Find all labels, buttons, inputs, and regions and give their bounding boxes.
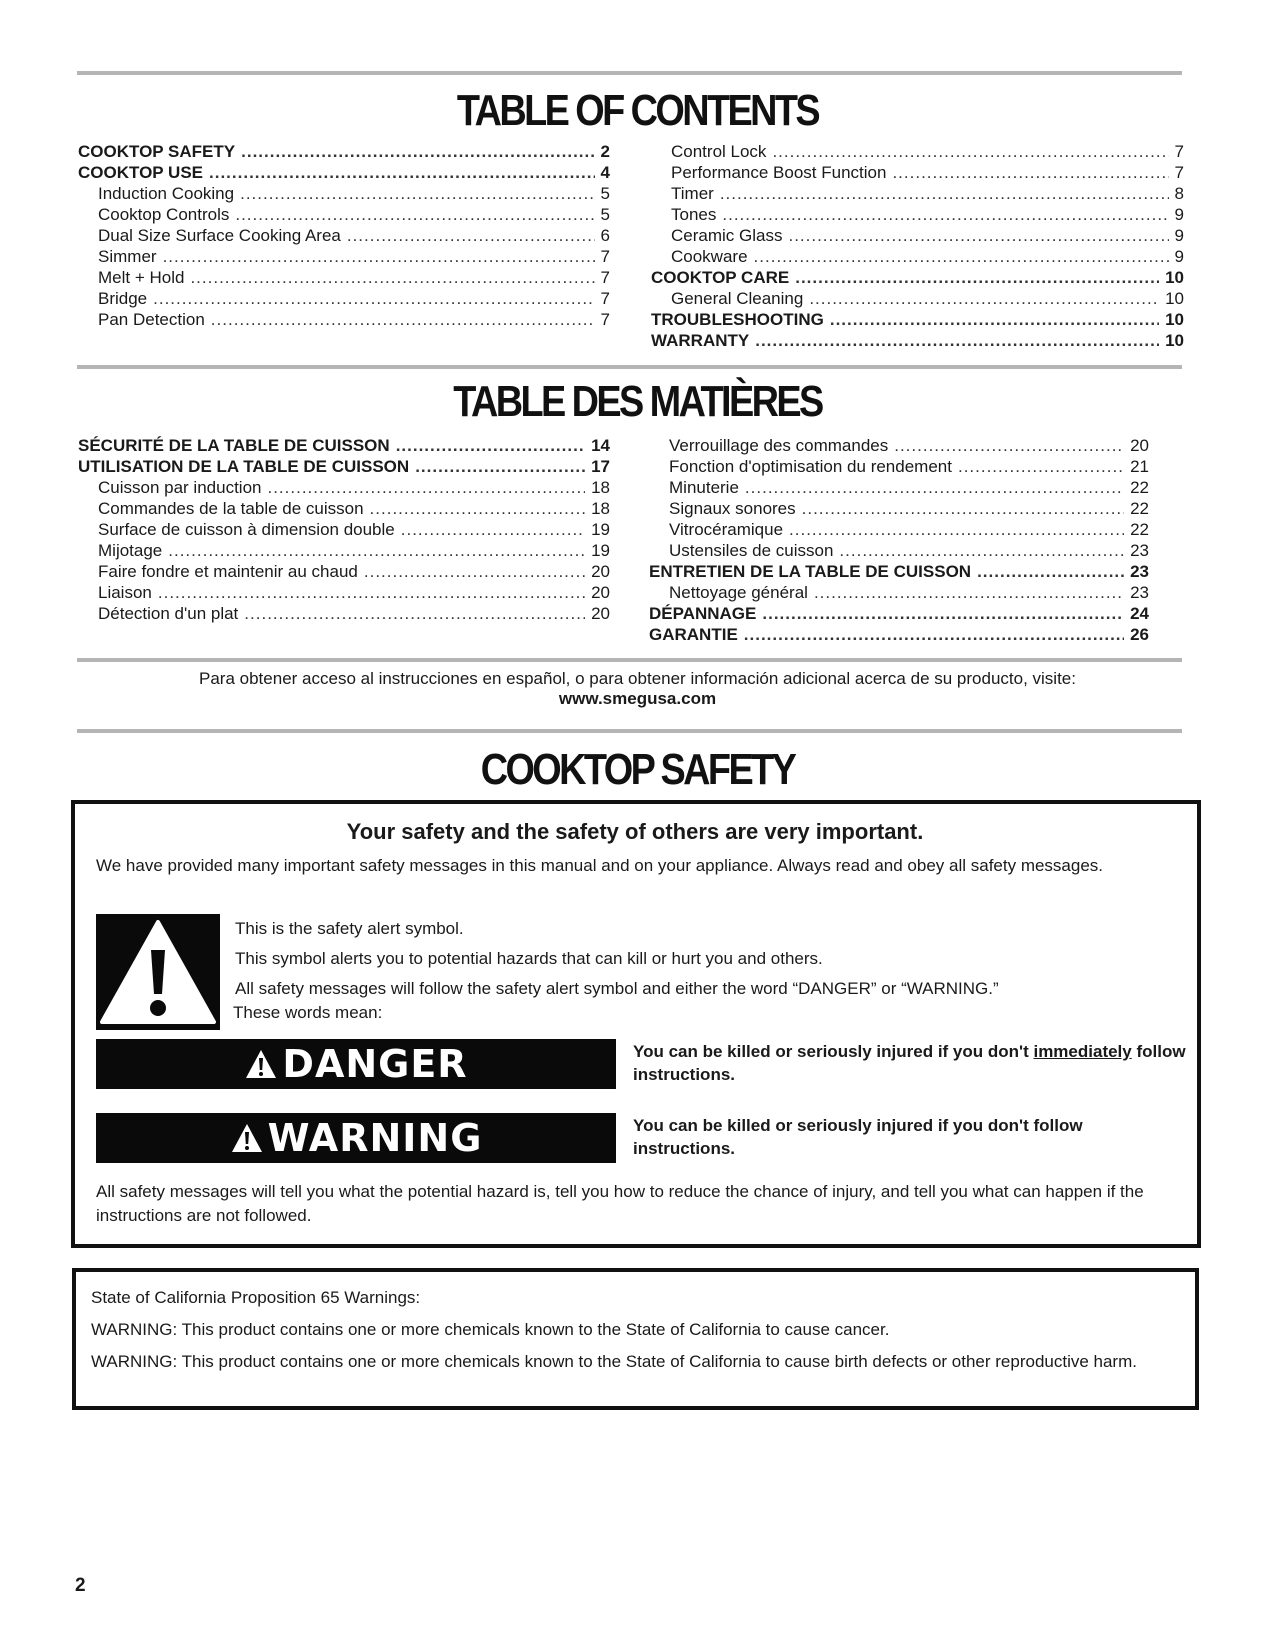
toc-entry-label: Surface de cuisson à dimension double bbox=[98, 520, 395, 539]
toc-entry-page: 8 bbox=[1174, 184, 1184, 203]
toc-entry[interactable] bbox=[78, 204, 610, 225]
warning-triangle-icon bbox=[230, 1122, 264, 1154]
toc-entry[interactable] bbox=[649, 624, 1149, 645]
prop65-warning-cancer: WARNING: This product contains one or more chemicals known to the State of California to cause cancer. bbox=[91, 1320, 890, 1339]
toc-entry-page: 9 bbox=[1174, 205, 1184, 224]
toc-leader-dots bbox=[244, 603, 585, 624]
toc-entry-page: 20 bbox=[591, 562, 610, 581]
warning-label: WARNING bbox=[267, 1116, 483, 1160]
warning-triangle-icon bbox=[244, 1048, 278, 1080]
toc-entry[interactable] bbox=[649, 435, 1149, 456]
toc-entry-label: Melt + Hold bbox=[98, 268, 185, 287]
toc-entry-page: 9 bbox=[1174, 247, 1184, 266]
toc-entry-label: Minuterie bbox=[669, 478, 739, 497]
toc-entry-label: Verrouillage des commandes bbox=[669, 436, 889, 455]
toc-entry-page: 22 bbox=[1130, 520, 1149, 539]
toc-entry[interactable] bbox=[78, 519, 610, 540]
toc-entry[interactable] bbox=[651, 225, 1184, 246]
toc-entry-page: 18 bbox=[591, 499, 610, 518]
toc-entry-page: 10 bbox=[1165, 331, 1184, 350]
toc-entry-label: COOKTOP USE bbox=[78, 163, 204, 182]
toc-entry-label: Performance Boost Function bbox=[671, 163, 887, 182]
toc-entry-label: UTILISATION DE LA TABLE DE CUISSON bbox=[78, 457, 410, 476]
prop65-warning-birth-defects: WARNING: This product contains one or more chemicals known to the State of California to cause birth defects or other reproductive harm. bbox=[91, 1352, 1137, 1371]
safety-title: COOKTOP SAFETY bbox=[480, 745, 795, 794]
toc-leader-dots bbox=[830, 309, 1159, 330]
toc-entry-page: 23 bbox=[1130, 541, 1149, 560]
toc-entry[interactable] bbox=[78, 309, 610, 330]
toc-entry[interactable] bbox=[78, 456, 610, 477]
toc-leader-dots bbox=[722, 204, 1168, 225]
toc-leader-dots bbox=[745, 477, 1124, 498]
toc-leader-dots bbox=[720, 183, 1169, 204]
toc-entry-page: 23 bbox=[1130, 583, 1149, 602]
toc-entry[interactable] bbox=[649, 456, 1149, 477]
toc-entry-page: 7 bbox=[1174, 163, 1184, 182]
toc-leader-dots bbox=[958, 456, 1124, 477]
toc-entry-page: 10 bbox=[1165, 268, 1184, 287]
toc-leader-dots bbox=[364, 561, 585, 582]
symbol-line-4: These words mean: bbox=[233, 1003, 383, 1022]
danger-text-post: follow instructions. bbox=[633, 1042, 1186, 1084]
toc-entry[interactable] bbox=[78, 561, 610, 582]
toc-entry-label: COOKTOP SAFETY bbox=[78, 142, 236, 161]
toc-leader-dots bbox=[795, 267, 1159, 288]
toc-leader-dots bbox=[892, 162, 1168, 183]
toc-leader-dots bbox=[809, 288, 1159, 309]
spanish-note-text: Para obtener acceso al instrucciones en español, o para obtener información adicional acerca de su producto, visite: bbox=[199, 669, 1076, 688]
toc-entry-label: Cookware bbox=[671, 247, 748, 266]
toc-leader-dots bbox=[153, 288, 594, 309]
toc-entry-page: 22 bbox=[1130, 478, 1149, 497]
toc-entry-label: SÉCURITÉ DE LA TABLE DE CUISSON bbox=[78, 436, 390, 455]
toc-entry[interactable] bbox=[651, 141, 1184, 162]
toc-entry[interactable] bbox=[649, 477, 1149, 498]
toc-entry-page: 7 bbox=[1174, 142, 1184, 161]
toc-entry[interactable] bbox=[651, 246, 1184, 267]
toc-leader-dots bbox=[163, 246, 595, 267]
toc-entry[interactable] bbox=[649, 603, 1149, 624]
safety-alert-symbol bbox=[96, 914, 220, 1030]
toc-leader-dots bbox=[754, 246, 1169, 267]
toc-entry-label: Faire fondre et maintenir au chaud bbox=[98, 562, 358, 581]
toc-entry[interactable] bbox=[78, 540, 610, 561]
toc-entry-label: ENTRETIEN DE LA TABLE DE CUISSON bbox=[649, 562, 972, 581]
divider bbox=[77, 658, 1182, 662]
toc-entry[interactable] bbox=[651, 330, 1184, 351]
warning-signal-word bbox=[96, 1113, 616, 1163]
toc-entry-label: Cuisson par induction bbox=[98, 478, 262, 497]
toc-leader-dots bbox=[415, 456, 585, 477]
toc-entry-label: Dual Size Surface Cooking Area bbox=[98, 226, 341, 245]
divider bbox=[77, 729, 1182, 733]
spanish-note bbox=[0, 669, 1275, 709]
toc-entry[interactable] bbox=[649, 561, 1149, 582]
toc-entry-page: 19 bbox=[591, 541, 610, 560]
toc-leader-dots bbox=[789, 519, 1124, 540]
toc-entry-page: 14 bbox=[591, 436, 610, 455]
toc-leader-dots bbox=[977, 561, 1124, 582]
toc-entry-page: 4 bbox=[600, 163, 610, 182]
toc-leader-dots bbox=[267, 477, 585, 498]
toc-entry-page: 23 bbox=[1130, 562, 1149, 581]
toc-entry[interactable] bbox=[78, 288, 610, 309]
symbol-line-1: This is the safety alert symbol. bbox=[235, 919, 464, 938]
toc-leader-dots bbox=[158, 582, 585, 603]
toc-entry-label: General Cleaning bbox=[671, 289, 804, 308]
toc-entry-page: 6 bbox=[600, 226, 610, 245]
toc-leader-dots bbox=[788, 225, 1168, 246]
toc-entry-page: 22 bbox=[1130, 499, 1149, 518]
toc-entry-label: TROUBLESHOOTING bbox=[651, 310, 824, 329]
toc-entry-label: Tones bbox=[671, 205, 717, 224]
symbol-line-2: This symbol alerts you to potential hazards that can kill or hurt you and others. bbox=[235, 949, 823, 968]
prop65-title: State of California Proposition 65 Warnings: bbox=[91, 1288, 421, 1307]
toc-entry-page: 20 bbox=[1130, 436, 1149, 455]
toc-leader-dots bbox=[235, 204, 594, 225]
toc-entry-page: 20 bbox=[591, 583, 610, 602]
toc-entry-page: 5 bbox=[600, 184, 610, 203]
page-number: 2 bbox=[75, 1575, 86, 1596]
divider bbox=[77, 365, 1182, 369]
danger-text-emphasis: immediately bbox=[1033, 1042, 1132, 1061]
toc-entry[interactable] bbox=[78, 141, 610, 162]
toc-entry[interactable] bbox=[78, 267, 610, 288]
toc-leader-dots bbox=[772, 141, 1168, 162]
danger-text-pre: You can be killed or seriously injured if you don't bbox=[633, 1042, 1034, 1061]
toc-right-column bbox=[651, 141, 1184, 351]
toc-leader-dots bbox=[168, 540, 585, 561]
toc-entry[interactable] bbox=[78, 246, 610, 267]
toc-entry-page: 17 bbox=[591, 457, 610, 476]
toc-entry[interactable] bbox=[651, 309, 1184, 330]
toc-entry-page: 7 bbox=[600, 247, 610, 266]
toc-entry[interactable] bbox=[651, 183, 1184, 204]
toc-entry-label: Control Lock bbox=[671, 142, 767, 161]
spanish-note-url[interactable]: www.smegusa.com bbox=[558, 689, 717, 708]
toc-leader-dots bbox=[744, 624, 1124, 645]
toc-leader-dots bbox=[814, 582, 1124, 603]
toc-entry-label: Fonction d'optimisation du rendement bbox=[669, 457, 952, 476]
toc-leader-dots bbox=[209, 162, 595, 183]
toc-entry-page: 5 bbox=[600, 205, 610, 224]
toc-leader-dots bbox=[802, 498, 1124, 519]
toc-entry-label: WARRANTY bbox=[651, 331, 750, 350]
toc-entry-page: 7 bbox=[600, 289, 610, 308]
toc-entry[interactable] bbox=[651, 288, 1184, 309]
toc-entry-page: 10 bbox=[1165, 310, 1184, 329]
toc-entry[interactable] bbox=[649, 582, 1149, 603]
toc-entry-page: 21 bbox=[1130, 457, 1149, 476]
safety-closing: All safety messages will tell you what the potential hazard is, tell you how to reduce the chance of injury, and tell you what can happen if the instructions are not followed. bbox=[96, 1182, 1144, 1225]
danger-signal-word bbox=[96, 1039, 616, 1089]
toc-leader-dots bbox=[190, 267, 594, 288]
tdm-left-column bbox=[78, 435, 610, 624]
toc-entry[interactable] bbox=[649, 498, 1149, 519]
toc-entry[interactable] bbox=[78, 603, 610, 624]
toc-entry-page: 24 bbox=[1130, 604, 1149, 623]
toc-entry-label: DÉPANNAGE bbox=[649, 604, 757, 623]
toc-entry[interactable] bbox=[78, 498, 610, 519]
safety-heading: Your safety and the safety of others are very important. bbox=[346, 819, 924, 844]
toc-leader-dots bbox=[396, 435, 585, 456]
toc-entry-label: Timer bbox=[671, 184, 714, 203]
toc-leader-dots bbox=[240, 183, 594, 204]
toc-leader-dots bbox=[370, 498, 586, 519]
tdm-title: TABLE DES MATIÈRES bbox=[453, 377, 822, 426]
toc-entry-label: Vitrocéramique bbox=[669, 520, 784, 539]
toc-leader-dots bbox=[762, 603, 1124, 624]
tdm-right-column bbox=[649, 435, 1149, 645]
safety-intro: We have provided many important safety messages in this manual and on your appliance. Always read and obey all safety messages. bbox=[96, 856, 1104, 875]
toc-leader-dots bbox=[401, 519, 585, 540]
toc-entry[interactable] bbox=[651, 162, 1184, 183]
toc-entry[interactable] bbox=[78, 225, 610, 246]
toc-entry[interactable] bbox=[78, 582, 610, 603]
toc-leader-dots bbox=[211, 309, 595, 330]
toc-entry-page: 9 bbox=[1174, 226, 1184, 245]
toc-entry-page: 10 bbox=[1165, 289, 1184, 308]
toc-entry[interactable] bbox=[78, 477, 610, 498]
toc-leader-dots bbox=[839, 540, 1124, 561]
toc-entry-label: Détection d'un plat bbox=[98, 604, 239, 623]
toc-entry-label: COOKTOP CARE bbox=[651, 268, 790, 287]
divider bbox=[77, 71, 1182, 75]
toc-left-column bbox=[78, 141, 610, 330]
toc-entry-label: Commandes de la table de cuisson bbox=[98, 499, 364, 518]
toc-entry-label: Nettoyage général bbox=[669, 583, 808, 602]
toc-entry-page: 7 bbox=[600, 310, 610, 329]
toc-entry-label: Ustensiles de cuisson bbox=[669, 541, 834, 560]
danger-text bbox=[633, 1040, 1193, 1086]
toc-entry-label: Induction Cooking bbox=[98, 184, 235, 203]
toc-leader-dots bbox=[347, 225, 595, 246]
toc-entry-page: 7 bbox=[600, 268, 610, 287]
toc-entry[interactable] bbox=[78, 162, 610, 183]
toc-entry-page: 26 bbox=[1130, 625, 1149, 644]
toc-entry-page: 20 bbox=[591, 604, 610, 623]
toc-entry[interactable] bbox=[649, 540, 1149, 561]
toc-leader-dots bbox=[894, 435, 1124, 456]
toc-entry-label: Bridge bbox=[98, 289, 148, 308]
toc-entry[interactable] bbox=[651, 267, 1184, 288]
toc-entry[interactable] bbox=[78, 183, 610, 204]
danger-label: DANGER bbox=[282, 1042, 468, 1086]
toc-entry-label: Ceramic Glass bbox=[671, 226, 783, 245]
toc-entry-page: 18 bbox=[591, 478, 610, 497]
toc-entry-page: 2 bbox=[600, 142, 610, 161]
toc-entry-label: GARANTIE bbox=[649, 625, 738, 644]
toc-entry[interactable] bbox=[651, 204, 1184, 225]
toc-entry-label: Pan Detection bbox=[98, 310, 205, 329]
toc-entry-label: Mijotage bbox=[98, 541, 163, 560]
symbol-line-3: All safety messages will follow the safety alert symbol and either the word “DANGER” or “WARNING.” bbox=[235, 979, 999, 998]
toc-entry-label: Signaux sonores bbox=[669, 499, 796, 518]
toc-entry-label: Liaison bbox=[98, 583, 152, 602]
toc-leader-dots bbox=[241, 141, 594, 162]
toc-title: TABLE OF CONTENTS bbox=[456, 86, 819, 135]
warning-text: You can be killed or seriously injured if you don't follow instructions. bbox=[633, 1116, 1083, 1158]
toc-entry[interactable] bbox=[78, 435, 610, 456]
toc-entry-label: Simmer bbox=[98, 247, 157, 266]
toc-leader-dots bbox=[755, 330, 1159, 351]
toc-entry-label: Cooktop Controls bbox=[98, 205, 230, 224]
warning-triangle-icon bbox=[96, 914, 220, 1030]
toc-entry[interactable] bbox=[649, 519, 1149, 540]
toc-entry-page: 19 bbox=[591, 520, 610, 539]
